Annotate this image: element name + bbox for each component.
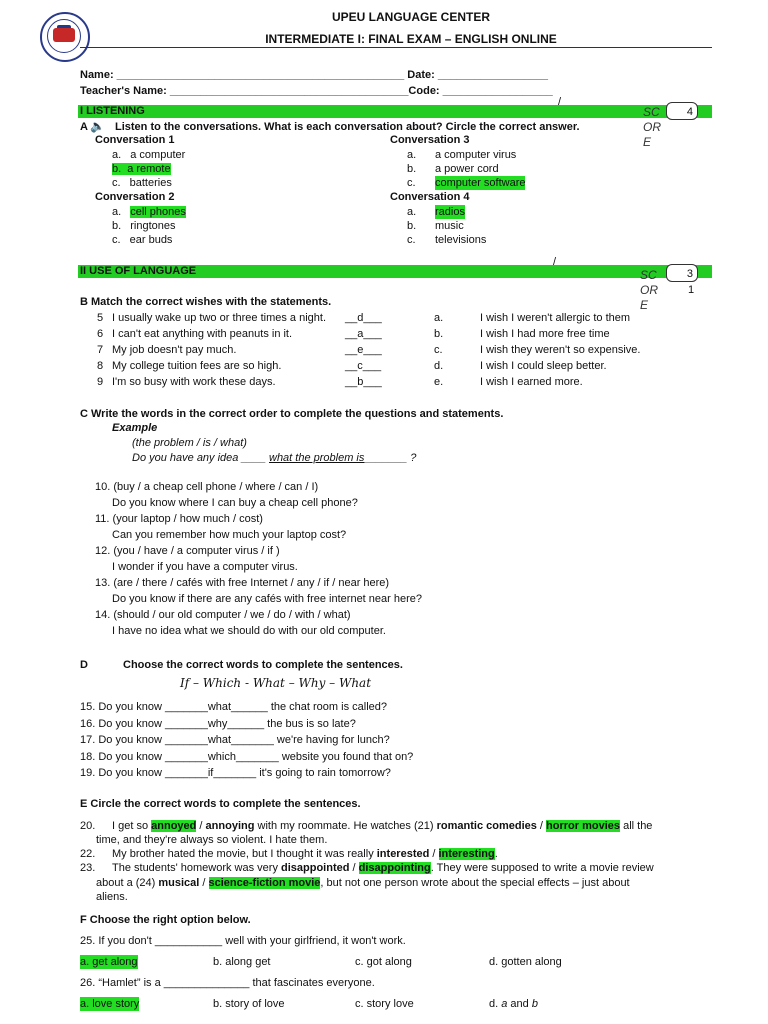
language-title: II USE OF LANGUAGE (80, 265, 197, 277)
match-wish: I wish I earned more. (480, 376, 583, 388)
item-22-text: My brother hated the movie, but I thought it was really interested / interesting. (112, 848, 498, 860)
listening-section-bar (78, 105, 712, 118)
conv2-title: Conversation 2 (95, 191, 175, 203)
listening-score-box[interactable]: 4 (666, 102, 698, 120)
match-wish: I wish I had more free time (480, 328, 610, 340)
header-rule (80, 47, 712, 48)
section-c-title: C Write the words in the correct order to complete the questions and statements. (80, 408, 504, 420)
language-section-bar (78, 265, 712, 278)
score-slash: / (558, 96, 562, 108)
fill-in-sentence[interactable]: 16. Do you know _______why______ the bus is so late? (80, 717, 356, 730)
q26-option-d[interactable]: d. a and b (489, 998, 538, 1010)
fill-in-sentence[interactable]: 17. Do you know _______what_______ we're having for lunch? (80, 734, 390, 746)
section-e-title: E Circle the correct words to complete the sentences. (80, 798, 361, 810)
conv2-opt-c[interactable]: c. ear buds (112, 234, 173, 246)
conv2-opt-b[interactable]: b. ringtones (112, 220, 176, 232)
reorder-answer[interactable]: Can you remember how much your laptop cost? (112, 529, 347, 541)
item-23-number: 23. (80, 862, 96, 874)
q25-option-b[interactable]: b. along get (213, 956, 271, 968)
example-answer: Do you have any idea ____ what the problem is_______ ? (132, 452, 417, 464)
item-22-number: 22. (80, 848, 96, 860)
match-number: 7 (97, 344, 104, 356)
conv1-opt-a[interactable]: a. a computer (112, 149, 186, 161)
match-answer[interactable]: __a___ (345, 328, 382, 340)
exam-title: INTERMEDIATE I: FINAL EXAM – ENGLISH ONLINE (265, 32, 557, 46)
fill-in-sentence[interactable]: 18. Do you know _______which_______ website you found that on? (80, 750, 414, 763)
score-label-sc: SC (643, 105, 660, 119)
item-23-text: The students' homework was very disappointed / disappointing. They were supposed to write a movie review (112, 862, 654, 874)
section-f-title: F Choose the right option below. (80, 914, 251, 926)
match-statement: My college tuition fees are so high. (112, 360, 282, 372)
item-20-number: 20. (80, 820, 96, 832)
match-letter: b. (434, 328, 444, 340)
section-b-title: B Match the correct wishes with the statements. (80, 296, 332, 308)
q25-option-d[interactable]: d. gotten along (489, 956, 562, 968)
language-score-box[interactable]: 3 (666, 264, 698, 282)
item-20-text-cont: time, and they're always so violent. I hate them. (96, 834, 328, 846)
fill-in-sentence[interactable]: 15. Do you know _______what______ the chat room is called? (80, 701, 387, 713)
match-answer[interactable]: __b___ (345, 376, 382, 388)
conv1-opt-c[interactable]: c. batteries (112, 177, 172, 189)
listening-title: I LISTENING (80, 105, 145, 117)
match-statement: My job doesn't pay much. (112, 344, 237, 356)
section-a-instruction: Listen to the conversations. What is each conversation about? Circle the correct answer. (115, 121, 580, 133)
conv2-opt-a[interactable]: a. cell phones (112, 206, 186, 218)
name-field[interactable]: Name: _______________________________________________ Date: __________________ (80, 69, 548, 81)
match-letter: e. (434, 376, 444, 388)
conv3-title: Conversation 3 (390, 134, 470, 146)
conv1-title: Conversation 1 (95, 134, 175, 146)
score-label-e: E (643, 135, 652, 149)
score2-label-e: E (640, 298, 649, 312)
word-bank: If – Which - What – Why – What (180, 676, 372, 690)
reorder-prompt: 11. (your laptop / how much / cost) (95, 513, 263, 525)
item-24-text: about a (24) musical / science-fiction movie, but not one person wrote about the special effects – just about (96, 877, 630, 889)
section-d-label: D (80, 659, 88, 671)
match-letter: a. (434, 312, 444, 324)
conv3-opt-a[interactable]: a. a computer virus (407, 149, 517, 161)
q26-option-b[interactable]: b. story of love (213, 998, 285, 1010)
match-answer[interactable]: __c___ (345, 360, 382, 372)
conv4-opt-a[interactable]: a. radios (407, 206, 465, 218)
match-number: 6 (97, 328, 104, 340)
conv1-opt-b[interactable]: b. a remote (112, 163, 171, 175)
reorder-answer[interactable]: Do you know if there are any cafés with free internet near here? (112, 593, 423, 605)
match-answer[interactable]: __e___ (345, 344, 382, 356)
reorder-answer[interactable]: Do you know where I can buy a cheap cell phone? (112, 497, 358, 509)
reorder-answer[interactable]: I have no idea what we should do with our old computer. (112, 625, 386, 637)
conv4-opt-b[interactable]: b. music (407, 220, 464, 232)
score2-label-sc: SC (640, 268, 657, 282)
example-prompt: (the problem / is / what) (132, 437, 247, 449)
item-24-text-cont: aliens. (96, 891, 128, 903)
score2-label-or: OR (640, 283, 658, 297)
match-number: 8 (97, 360, 104, 372)
conv3-opt-c[interactable]: c. computer software (407, 177, 526, 189)
match-wish: I wish I could sleep better. (480, 360, 607, 372)
conv3-opt-b[interactable]: b. a power cord (407, 163, 499, 175)
reorder-prompt: 12. (you / have / a computer virus / if ) (95, 545, 280, 557)
reorder-prompt: 13. (are / there / cafés with free Internet / any / if / near here) (95, 577, 390, 589)
institution-title: UPEU LANGUAGE CENTER (331, 10, 490, 24)
match-letter: d. (434, 360, 444, 372)
speaker-icon: 🔈 (90, 119, 105, 133)
section-d-title: Choose the correct words to complete the sentences. (123, 659, 403, 671)
conv4-title: Conversation 4 (390, 191, 470, 203)
reorder-prompt: 14. (should / our old computer / we / do / with / what) (95, 609, 351, 621)
q25-option-c[interactable]: c. got along (355, 956, 412, 968)
example-label: Example (112, 422, 158, 434)
match-statement: I'm so busy with work these days. (112, 376, 276, 388)
match-answer[interactable]: __d___ (345, 312, 382, 324)
q25-option-a[interactable]: a. get along (80, 956, 138, 968)
teacher-field[interactable]: Teacher's Name: _______________________________________Code: __________________ (80, 85, 553, 97)
match-statement: I usually wake up two or three times a night. (112, 312, 326, 324)
fill-in-sentence[interactable]: 19. Do you know _______if_______ it's going to rain tomorrow? (80, 767, 391, 779)
language-score-sub: 1 (688, 284, 695, 296)
q26-option-c[interactable]: c. story love (355, 998, 414, 1010)
match-letter: c. (434, 344, 443, 356)
match-wish: I wish they weren't so expensive. (480, 344, 641, 356)
reorder-prompt: 10. (buy / a cheap cell phone / where / can / I) (95, 481, 319, 493)
score-slash-2: / (553, 256, 557, 268)
question-26: 26. “Hamlet” is a ______________ that fascinates everyone. (80, 977, 375, 989)
q26-option-a[interactable]: a. love story (80, 998, 140, 1010)
match-wish: I wish I weren't allergic to them (480, 312, 631, 324)
question-25: 25. If you don't ___________ well with your girlfriend, it won't work. (80, 935, 406, 947)
match-statement: I can't eat anything with peanuts in it. (112, 328, 293, 340)
reorder-answer[interactable]: I wonder if you have a computer virus. (112, 561, 298, 573)
match-number: 5 (97, 312, 104, 324)
match-number: 9 (97, 376, 104, 388)
score-label-or: OR (643, 120, 661, 134)
conv4-opt-c[interactable]: c. televisions (407, 234, 487, 246)
item-20-text: I get so annoyed / annoying with my roommate. He watches (21) romantic comedies / horror movies all the (112, 820, 653, 832)
section-a-label: A (80, 121, 88, 133)
